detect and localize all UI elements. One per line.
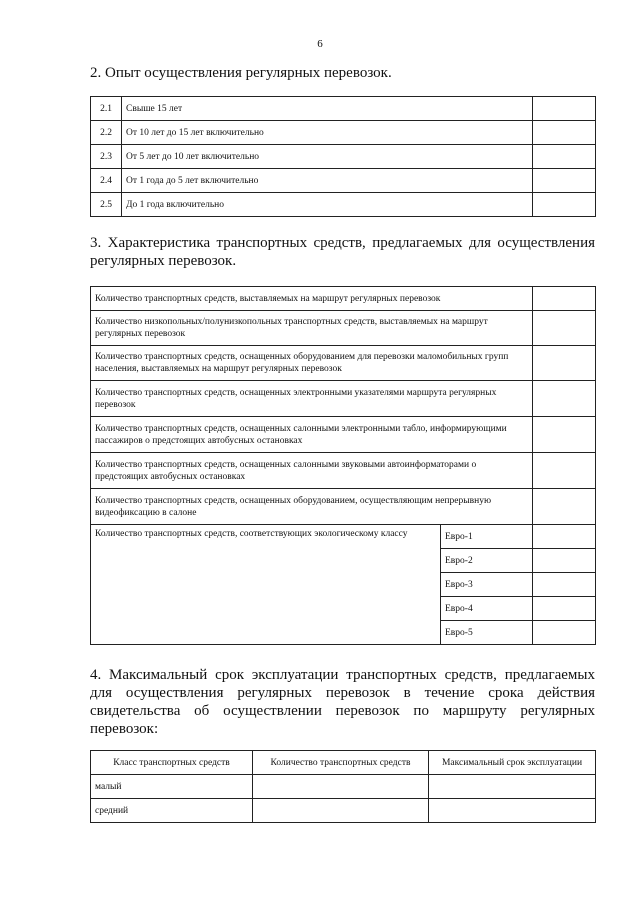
value-cell[interactable] (533, 381, 596, 417)
row-label: Количество транспортных средств, выставляемых на маршрут регулярных перевозок (91, 287, 533, 311)
value-cell[interactable] (533, 193, 596, 217)
value-cell[interactable] (533, 97, 596, 121)
table-header-row (91, 751, 596, 775)
table-row (91, 169, 596, 193)
value-cell[interactable] (533, 346, 596, 381)
table-row (91, 453, 596, 489)
table-row (91, 193, 596, 217)
value-cell[interactable] (533, 417, 596, 453)
eco-class-name: Евро-2 (441, 549, 533, 573)
eco-class-name: Евро-4 (441, 597, 533, 621)
row-number: 2.1 (91, 97, 122, 121)
value-cell[interactable] (533, 549, 596, 573)
section-3-heading: 3. Характеристика транспортных средств, предлагаемых для осуществления регулярных перевозок. (90, 235, 595, 269)
vehicle-characteristics-table (90, 286, 596, 645)
value-cell[interactable] (533, 311, 596, 346)
table-row (91, 775, 596, 799)
value-cell[interactable] (533, 121, 596, 145)
page-number: 6 (317, 38, 323, 50)
table-row (91, 346, 596, 381)
table-row (91, 145, 596, 169)
column-header: Класс транспортных средств (91, 751, 253, 775)
table-row (91, 287, 596, 311)
table-row (91, 417, 596, 453)
table-row (91, 489, 596, 525)
value-cell[interactable] (533, 169, 596, 193)
value-cell[interactable] (533, 287, 596, 311)
section-4-heading: 4. Максимальный срок эксплуатации транспортных средств, предлагаемых для осуществления регулярных перевозок в течение срока действия свидетельства об осуществлении перевозок по маршруту регулярных перевозок: (90, 667, 595, 737)
value-cell[interactable] (533, 453, 596, 489)
eco-class-name: Евро-5 (441, 621, 533, 645)
value-cell[interactable] (533, 597, 596, 621)
value-cell[interactable] (533, 145, 596, 169)
row-number: 2.4 (91, 169, 122, 193)
column-header: Количество транспортных средств (253, 751, 429, 775)
row-number: 2.5 (91, 193, 122, 217)
value-cell[interactable] (533, 573, 596, 597)
row-number: 2.2 (91, 121, 122, 145)
row-label: От 10 лет до 15 лет включительно (122, 121, 533, 145)
row-label: До 1 года включительно (122, 193, 533, 217)
table-row (91, 525, 596, 549)
section-2-heading: 2. Опыт осуществления регулярных перевозок. (90, 65, 392, 81)
vehicle-class: малый (91, 775, 253, 799)
table-row (91, 121, 596, 145)
table-row (91, 799, 596, 823)
max-term-cell[interactable] (429, 799, 596, 823)
row-label: Свыше 15 лет (122, 97, 533, 121)
row-label: От 5 лет до 10 лет включительно (122, 145, 533, 169)
row-label: Количество низкопольных/полунизкопольных транспортных средств, выставляемых на маршрут регулярных перевозок (91, 311, 533, 346)
value-cell[interactable] (533, 489, 596, 525)
row-label: Количество транспортных средств, оснащенных салонными электронными табло, информирующими пассажиров о предстоящих автобусных остановках (91, 417, 533, 453)
value-cell[interactable] (533, 525, 596, 549)
max-term-cell[interactable] (429, 775, 596, 799)
eco-class-name: Евро-1 (441, 525, 533, 549)
table-row (91, 311, 596, 346)
row-number: 2.3 (91, 145, 122, 169)
row-label: От 1 года до 5 лет включительно (122, 169, 533, 193)
vehicle-class: средний (91, 799, 253, 823)
quantity-cell[interactable] (253, 799, 429, 823)
eco-class-label: Количество транспортных средств, соответствующих экологическому классу (91, 525, 441, 645)
value-cell[interactable] (533, 621, 596, 645)
row-label: Количество транспортных средств, оснащенных электронными указателями маршрута регулярных перевозок (91, 381, 533, 417)
experience-table (90, 96, 596, 217)
row-label: Количество транспортных средств, оснащенных салонными звуковыми автоинформаторами о предстоящих автобусных остановках (91, 453, 533, 489)
table-row (91, 381, 596, 417)
eco-class-name: Евро-3 (441, 573, 533, 597)
row-label: Количество транспортных средств, оснащенных оборудованием, осуществляющим непрерывную видеофиксацию в салоне (91, 489, 533, 525)
table-row (91, 97, 596, 121)
operation-term-table (90, 750, 596, 823)
column-header: Максимальный срок эксплуатации (429, 751, 596, 775)
quantity-cell[interactable] (253, 775, 429, 799)
row-label: Количество транспортных средств, оснащенных оборудованием для перевозки маломобильных групп населения, выставляемых на маршрут регулярных перевозок (91, 346, 533, 381)
